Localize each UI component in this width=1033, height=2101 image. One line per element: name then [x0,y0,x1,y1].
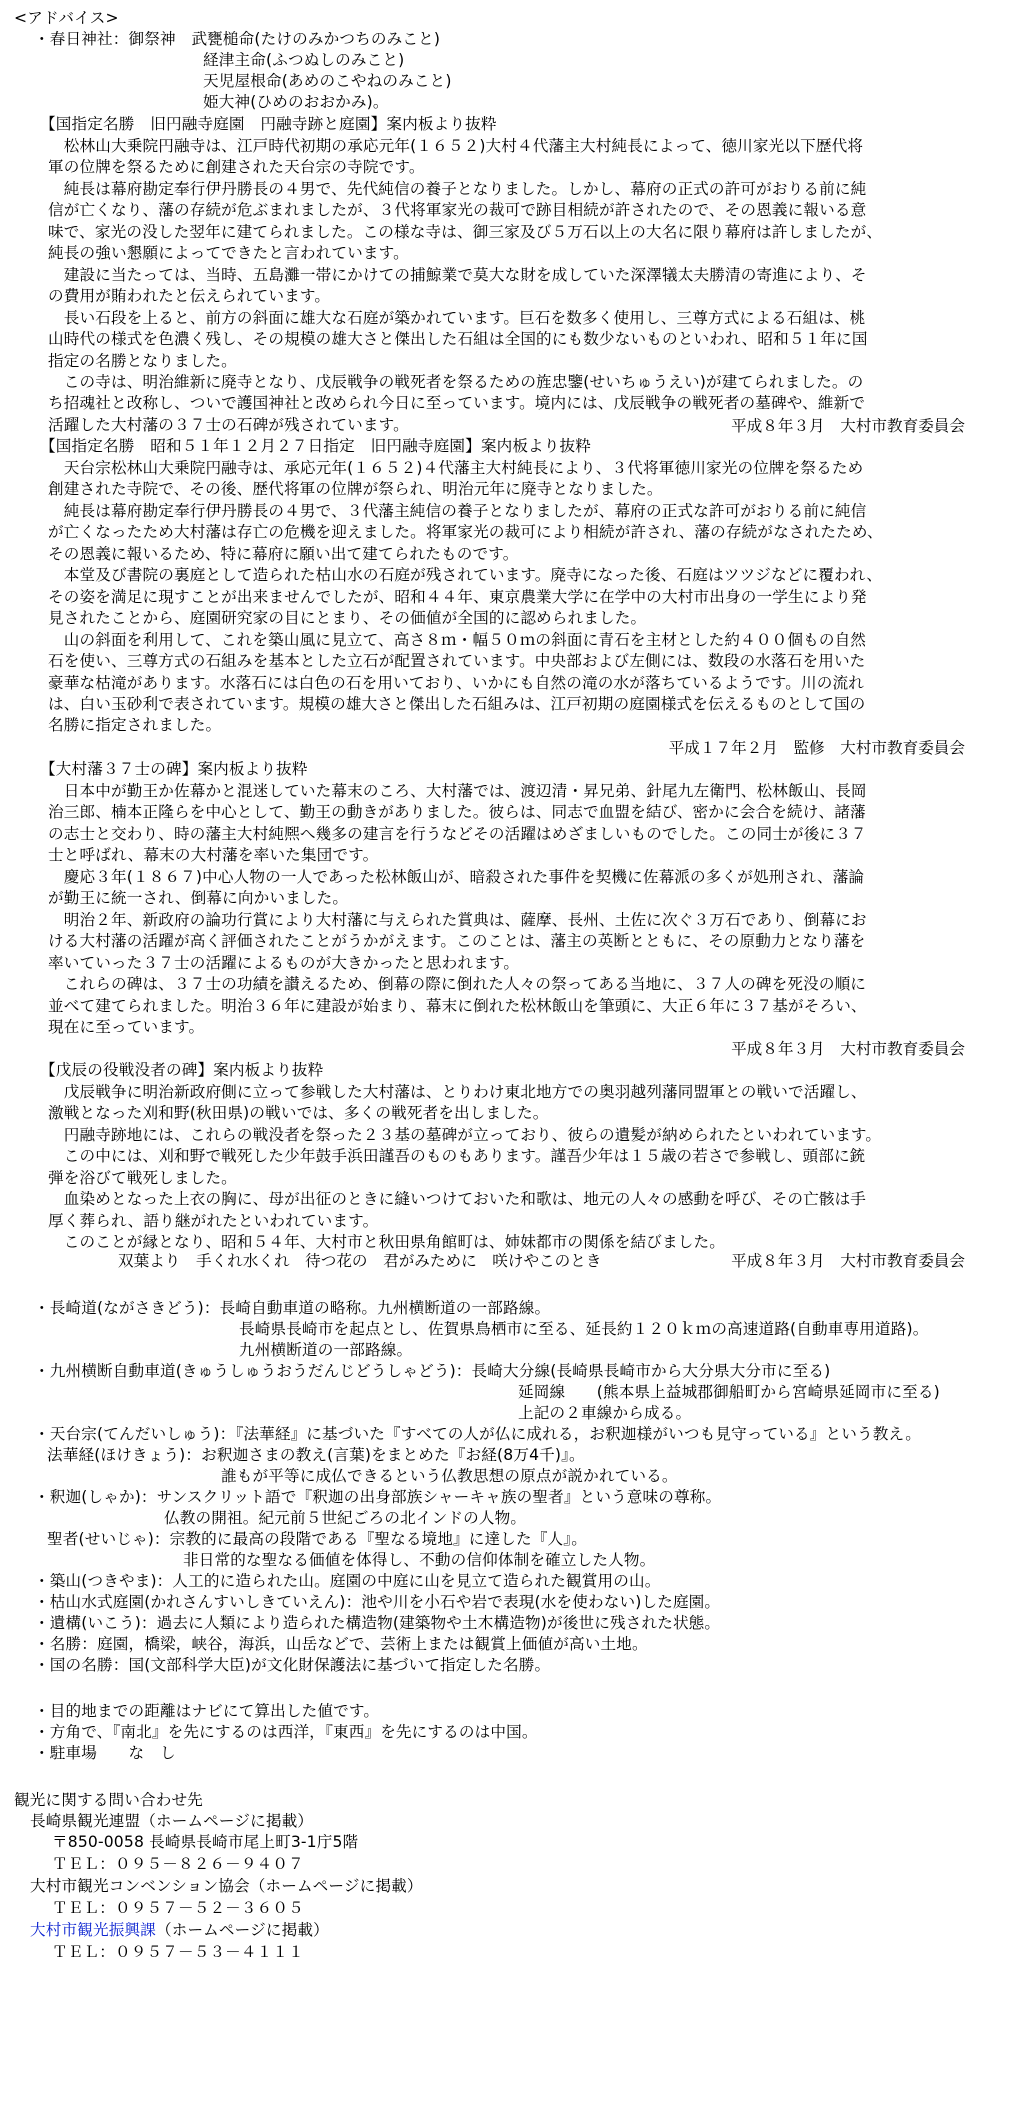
body-line: が勤王に統一され、倒幕に向かいました。 [48,889,349,908]
glossary-entry: 誰もが平等に成仏できるという仏教思想の原点が説かれている。 [221,1467,678,1485]
body-line: 本堂及び書院の裏庭として造られた枯山水の石庭が残されています。廃寺になった後、石庭はツツジなどに覆われ、 [48,566,883,585]
note-line: ・方角で、『南北』を先にするのは西洋，『東西』を先にするのは中国。 [34,1723,538,1741]
advice-heading: <アドバイス> [14,9,119,27]
contact-org: 長崎県観光連盟（ホームページに掲載） [30,1812,314,1830]
glossary-entry: ・長崎道(ながさきどう)：長崎自動車道の略称。九州横断道の一部路線。 [34,1299,551,1317]
body-line: の費用が賄われたと伝えられています。 [48,287,331,306]
body-line: 活躍した大村藩の３７士の石碑が残されています。 [48,415,409,434]
glossary-entry: 非日常的な聖なる価値を体得し、不動の信仰体制を確立した人物。 [183,1551,656,1569]
section-heading: 【国指定名勝 昭和５１年１２月２７日指定 旧円融寺庭園】案内板より抜粋 [40,437,592,455]
glossary-entry: ・天台宗(てんだいしゅう)：『法華経』に基づいた『すべての人が仏に成れる，お釈迦様がいつも見守っている』という教え。 [34,1425,921,1443]
contact-address: 〒850-0058 長崎県長崎市尾上町3-1庁5階 [52,1833,359,1851]
glossary-entry: 聖者(せいじゃ)：宗教的に最高の段階である『聖なる境地』に達した『人』。 [47,1530,587,1548]
body-line: 純長は幕府勘定奉行伊丹勝長の４男で、先代純信の養子となりました。しかし、幕府の正式の許可がおりる前に純 [48,179,867,198]
body-line: 日本中が勤王か佐幕かと混迷していた幕末のころ、大村藩では、渡辺清・昇兄弟、針尾九左衛門、松林飯山、長岡 [48,782,867,800]
glossary-entry: 長崎県長崎市を起点とし、佐賀県鳥栖市に至る、延長約１２０ｋｍの高速道路(自動車専用道路)。 [239,1320,929,1338]
body-line: 現在に至っています。 [48,1017,205,1036]
glossary-entry: ・九州横断自動車道(きゅうしゅうおうだんじどうしゃどう)：長崎大分線(長崎県長崎市から大分県大分市に至る) [34,1362,831,1380]
body-line: 見されたことから、庭園研究家の目にとまり、その価値が全国的に認められました。 [48,609,647,628]
body-line: 厚く葬られ、語り継がれたといわれています。 [48,1211,379,1230]
kasuga-line: 経津主命(ふつぬしのみこと) [203,51,405,69]
glossary-entry: ・国の名勝：国(文部科学大臣)が文化財保護法に基づいて指定した名勝。 [34,1656,551,1674]
body-line: その恩義に報いるため、特に幕府に願い出て建てられたものです。 [48,544,519,563]
body-line: 長い石段を上ると、前方の斜面に雄大な石庭が築かれています。巨石を数多く使用し、三尊方式による石組は、桃 [48,308,866,327]
body-line: 指定の名勝となりました。 [48,351,237,370]
body-line: 豪華な枯滝があります。水落石には白色の石を用いており、いかにも自然の滝の水が落ちているようです。川の流れ [48,673,865,692]
body-line: 山時代の様式を色濃く残し、その規模の雄大さと傑出した石組は全国的にも数少ないものといわれ、昭和５１年に国 [48,330,868,349]
body-line: この中には、刈和野で戦死した少年鼓手浜田謹吾のものもあります。謹吾少年は１５歳の若さで参戦し、頭部に銃 [48,1147,866,1166]
kasuga-line: 姫大神(ひめのおおかみ)。 [203,93,389,111]
glossary-entry: 延岡線 (熊本県上益城郡御船町から宮崎県延岡市に至る) [518,1383,940,1401]
body-line: 治三郎、楠本正隆らを中心として、勤王の動きがありました。彼らは、同志で血盟を結び、密かに会合を続け、諸藩 [48,803,866,822]
body-line: 石を使い、三尊方式の石組みを基本とした立石が配置されています。中央部および左側には、数段の水落石を用いた [48,652,866,671]
body-line: 明治２年、新政府の論功行賞により大村藩に与えられた賞典は、薩摩、長州、土佐に次ぐ３万石であり、倒幕にお [48,910,867,929]
body-line: ける大村藩の活躍が高く評価されたことがうかがえます。このことは、藩主の英断とともに、その原動力となり藩を [48,932,866,951]
body-line: 並べて建てられました。明治３６年に建設が始まり、幕末に倒れた松林飯山を筆頭に、大正６年に３７基がそろい、 [48,996,867,1015]
poem: 双葉より 手くれ水くれ 待つ花の 君がみために 咲けやこのとき [118,1252,602,1270]
section-heading: 【戊辰の役戦没者の碑】案内板より抜粋 [40,1061,324,1079]
body-line: このことが縁となり、昭和５４年、大村市と秋田県角館町は、姉妹都市の関係を結びました。 [48,1233,725,1252]
body-line: 士と呼ばれ、幕末の大村藩を率いた集団です。 [48,846,379,865]
glossary-entry: 法華経(ほけきょう)：お釈迦さまの教え(言葉)をまとめた『お経(8万4千)』。 [47,1446,585,1464]
body-line: ち招魂社と改称し、ついで護国神社と改められ今日に至っています。境内には、戊辰戦争の戦死者の墓碑や、維新で [48,394,866,413]
contact-org [30,1920,329,1940]
body-line: 激戦となった刈和野(秋田県)の戦いでは、多くの戦死者を出しました。 [48,1104,549,1123]
contact-tel: ＴＥＬ：０９５７－５２－３６０５ [52,1899,304,1917]
body-line: これらの碑は、３７士の功績を讃えるため、倒幕の際に倒れた人々の祭ってある当地に、３７人の碑を死没の順に [48,975,867,994]
note-line: ・駐車場 な し [34,1744,176,1762]
body-line: 信が亡くなり、藩の存続が危ぶまれましたが、３代将軍家光の裁可で跡目相続が許されたので、その恩義に報いる意 [48,201,867,220]
body-line: 名勝に指定されました。 [48,716,222,735]
signature: 平成１７年２月 監修 大村市教育委員会 [668,739,965,757]
body-line: 円融寺跡地には、これらの戦没者を祭った２３基の墓碑が立っており、彼らの遺髪が納められたといわれています。 [48,1125,882,1144]
glossary-entry: ・枯山水式庭園(かれさんすいしきていえん)：池や川を小石や岩で表現(水を使わない)した庭園。 [34,1593,721,1611]
body-line: 味で、家光の没した翌年に建てられました。この様な寺は、御三家及び５万石以上の大名に限り幕府は許しましたが、 [48,222,883,241]
kasuga-line: 天児屋根命(あめのこやねのみこと) [203,72,452,90]
tourism-division-link[interactable]: 大村市観光振興課 [30,1921,156,1939]
glossary-entry: ・名勝：庭園，橋梁，峡谷，海浜，山岳などで、芸術上または観賞上価値が高い土地。 [34,1635,648,1653]
body-line: 慶応３年(１８６７)中心人物の一人であった松林飯山が、暗殺された事件を契機に佐幕派の多くが処刑され、藩論 [48,867,865,886]
contact-org: 大村市観光コンベンション協会（ホームページに掲載） [30,1877,423,1895]
glossary-entry: 上記の２車線から成る。 [518,1404,692,1422]
body-line: 創建された寺院で、その後、歴代将軍の位牌が祭られ、明治元年に廃寺となりました。 [48,480,663,499]
body-line: の志士と交わり、時の藩主大村純熈へ幾多の建言を行うなどその活躍はめざましいものでした。この同士が後に３７ [48,824,867,843]
signature: 平成８年３月 大村市教育委員会 [731,1040,965,1058]
contact-tel: ＴＥＬ：０９５－８２６－９４０７ [52,1855,304,1873]
contacts-heading: 観光に関する問い合わせ先 [14,1791,203,1809]
body-line: 軍の位牌を祭るために創建された天台宗の寺院です。 [48,158,425,177]
body-line: 純長は幕府勘定奉行伊丹勝長の４男で、３代藩主純信の養子となりましたが、幕府の正式な許可がおりる前に純信 [48,501,867,520]
signature: 平成８年３月 大村市教育委員会 [731,1252,965,1270]
glossary-entry: ・遺構(いこう)：過去に人類により造られた構造物(建築物や土木構造物)が後世に残された状態。 [34,1614,721,1632]
body-line: 血染めとなった上衣の胸に、母が出征のときに縫いつけておいた和歌は、地元の人々の感動を呼び、その亡骸は手 [48,1190,867,1209]
body-line: 山の斜面を利用して、これを築山風に見立て、高さ８ｍ・幅５０ｍの斜面に青石を主材とした約４００個もの自然 [48,630,867,649]
body-line: 天台宗松林山大乗院円融寺は、承応元年(１６５２)４代藩主大村純長により、３代将軍徳川家光の位牌を祭るため [48,459,864,477]
glossary-entry: ・釈迦(しゃか)：サンスクリット語で『釈迦の出身部族シャーキャ族の聖者』という意味の尊称。 [34,1488,722,1506]
body-line: その姿を満足に現すことが出来ませんでしたが、昭和４４年、東京農業大学に在学中の大村市出身の一学生により発 [48,587,867,606]
body-line: は、白い玉砂利で表されています。規模の雄大さと傑出した石組みは、江戸初期の庭園様式を伝えるものとして国の [48,694,866,713]
contact-org-suffix: （ホームページに掲載） [155,1921,329,1939]
body-line: この寺は、明治維新に廃寺となり、戊辰戦争の戦死者を祭るための旌忠鑒(せいちゅうえい)が建てられました。の [48,372,864,391]
glossary-entry: 九州横断道の一部路線。 [239,1341,413,1359]
glossary-entry: 仏教の開祖。紀元前５世紀ごろの北インドの人物。 [164,1509,527,1527]
glossary-entry: ・築山(つきやま)：人工的に造られた山。庭園の中庭に山を見立て造られた観賞用の山。 [34,1572,661,1590]
body-line: 松林山大乗院円融寺は、江戸時代初期の承応元年(１６５２)大村４代藩主大村純長によって、徳川家光以下歴代将 [48,137,864,155]
body-line: 弾を浴びて戦死しました。 [48,1168,237,1187]
body-line: 建設に当たっては、当時、五島灘一帯にかけての捕鯨業で莫大な財を成していた深澤犠太夫勝清の寄進により、そ [48,265,867,284]
body-line: 戊辰戦争に明治新政府側に立って参戦した大村藩は、とりわけ東北地方での奥羽越列藩同盟軍との戦いで活躍し、 [48,1083,867,1101]
contact-tel: ＴＥＬ：０９５７－５３－４１１１ [52,1943,304,1961]
section-heading: 【大村藩３７士の碑】案内板より抜粋 [40,760,308,778]
note-line: ・目的地までの距離はナビにて算出した値です。 [34,1702,380,1720]
signature: 平成８年３月 大村市教育委員会 [731,417,965,435]
body-line: 率いていった３７士の活躍によるものが大きかったと思われます。 [48,953,520,972]
section-heading: 【国指定名勝 旧円融寺庭園 円融寺跡と庭園】案内板より抜粋 [40,115,497,133]
kasuga-line: ・春日神社：御祭神 武甕槌命(たけのみかつちのみこと) [34,30,441,48]
body-line: が亡くなったため大村藩は存亡の危機を迎えました。将軍家光の裁可により相続が許され、藩の存続がなされたため、 [48,523,883,542]
body-line: 純長の強い懇願によってできたと言われています。 [48,244,409,263]
